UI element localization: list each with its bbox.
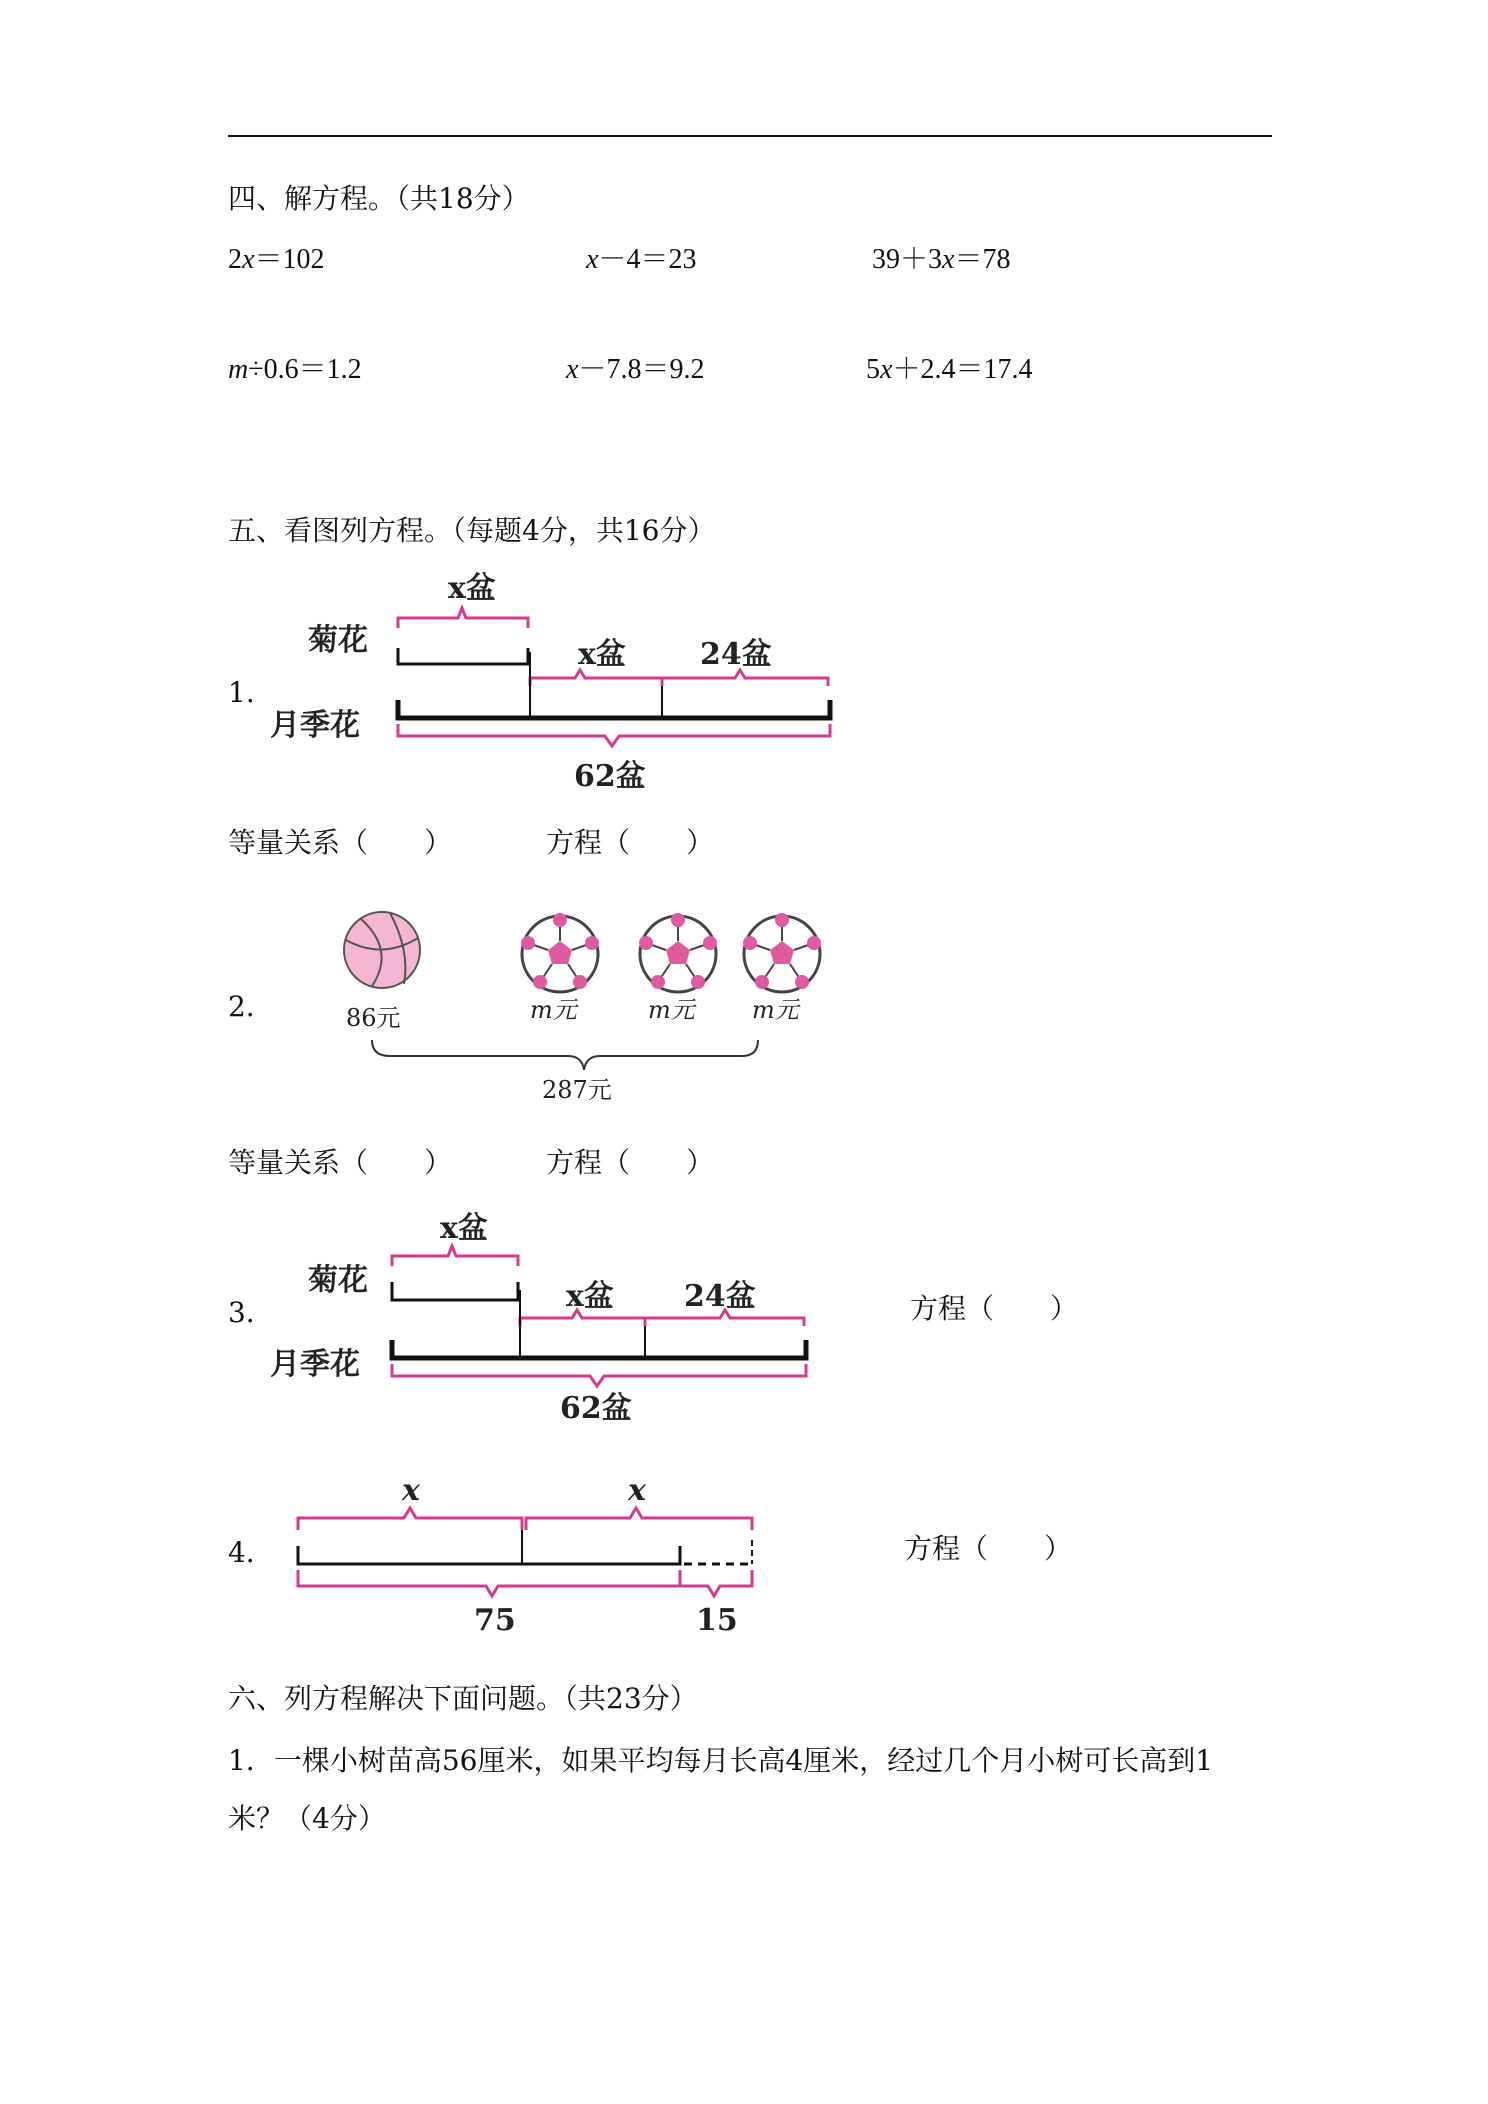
football-price-2: m元 (648, 996, 695, 1024)
q2-total: 287元 (542, 1076, 612, 1104)
q3-mid-brace2-label: 24盆 (684, 1279, 756, 1314)
equation-3: 39＋3x＝78 (872, 244, 1011, 275)
section6-q1-line1: 1．一棵小树苗高56厘米，如果平均每月长高4厘米，经过几个月小树可长高到1 (228, 1744, 1214, 1777)
q4-bar (298, 1546, 680, 1564)
q4-bottom-brace-2 (680, 1570, 752, 1596)
equation-2: x－4＝23 (586, 244, 697, 275)
basketball-price: 86元 (346, 1004, 401, 1032)
q4-equation: 方程（ ） (904, 1532, 1073, 1565)
q3-equation: 方程（ ） (910, 1292, 1079, 1325)
section4-heading: 四、解方程。（共18分） (228, 182, 530, 215)
q4-bottom-brace-1 (298, 1570, 680, 1596)
q3-top-brace-label: x盆 (440, 1211, 488, 1246)
equation-5: x－7.8＝9.2 (566, 354, 705, 385)
q4-number: 4． (228, 1536, 274, 1569)
q1-top-brace-label: x盆 (448, 571, 496, 606)
section6-q1-line2: 米？（4分） (228, 1802, 386, 1835)
q4-bottom-brace2-label: 15 (696, 1603, 738, 1638)
q3-row2-label: 月季花 (270, 1347, 360, 1382)
section6-heading: 六、列方程解决下面问题。（共23分） (228, 1682, 698, 1715)
football-price-1: m元 (530, 996, 577, 1024)
q2-equation: 方程（ ） (546, 1146, 715, 1179)
q2-number: 2． (228, 990, 274, 1023)
q1-equation: 方程（ ） (546, 826, 715, 859)
q4-bottom-brace1-label: 75 (474, 1603, 516, 1638)
q1-mid-brace2-label: 24盆 (700, 637, 772, 672)
section5-heading: 五、看图列方程。（每题4分，共16分） (228, 514, 716, 547)
q3-number: 3． (228, 1296, 274, 1329)
q1-number: 1. (228, 676, 255, 709)
q3-row1-label: 菊花 (308, 1263, 368, 1298)
q3-mid-brace1-label: x盆 (566, 1279, 614, 1314)
q3-bottom-brace-label: 62盆 (560, 1391, 632, 1426)
equation-4: m÷0.6＝1.2 (228, 354, 362, 385)
q1-row1-label: 菊花 (308, 623, 368, 658)
q1-relation: 等量关系（ ） (228, 826, 453, 859)
q4-top-brace-1 (298, 1508, 522, 1530)
q4-top-brace1-label: x (402, 1473, 420, 1508)
q2-relation: 等量关系（ ） (228, 1146, 453, 1179)
q1-bottom-brace-label: 62盆 (574, 759, 646, 794)
equation-6: 5x＋2.4＝17.4 (866, 354, 1033, 385)
q4-top-brace2-label: x (628, 1473, 646, 1508)
football-price-3: m元 (752, 996, 799, 1024)
q4-top-brace-2 (526, 1508, 752, 1530)
q1-row2-label: 月季花 (270, 708, 360, 743)
equation-1: 2x＝102 (228, 244, 325, 275)
q1-mid-brace1-label: x盆 (578, 637, 626, 672)
